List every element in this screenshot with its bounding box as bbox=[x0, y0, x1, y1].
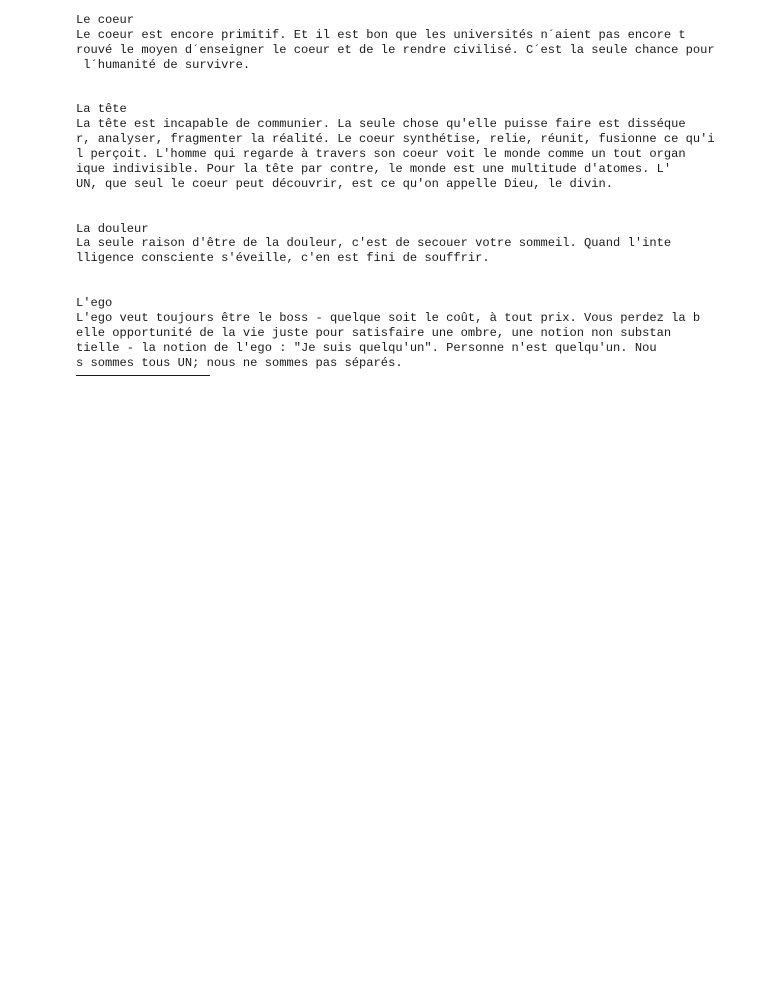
section-la-tete bbox=[76, 102, 756, 191]
section-gap bbox=[76, 73, 756, 103]
body-line: elle opportunité de la vie juste pour satisfaire une ombre, une notion non substan bbox=[76, 325, 672, 340]
section-le-coeur bbox=[76, 13, 756, 73]
section-la-douleur bbox=[76, 222, 756, 267]
body-line: tielle - la notion de l'ego : "Je suis quelqu'un". Personne n'est quelqu'un. Nou bbox=[76, 340, 657, 355]
body-line: La seule raison d'être de la douleur, c'est de secouer votre sommeil. Quand l'inte bbox=[76, 236, 672, 251]
body-line: rouvé le moyen d´enseigner le coeur et de le rendre civilisé. C´est la seule chance pour bbox=[76, 42, 715, 57]
section-title: La tête bbox=[76, 102, 127, 117]
body-line: l perçoit. L'homme qui regarde à travers son coeur voit le monde comme un tout organ bbox=[76, 147, 686, 162]
body-line: ique indivisible. Pour la tête par contre, le monde est une multitude d'atomes. L' bbox=[76, 161, 672, 176]
document-page bbox=[76, 13, 756, 376]
body-line: s sommes tous UN; nous ne sommes pas séparés. bbox=[76, 355, 403, 370]
section-title: L'ego bbox=[76, 295, 113, 310]
section-title: Le coeur bbox=[76, 13, 135, 27]
body-line: Le coeur est encore primitif. Et il est bon que les universités n´aient pas encore t bbox=[76, 27, 686, 42]
section-title: La douleur bbox=[76, 221, 149, 236]
body-line: UN, que seul le coeur peut découvrir, est ce qu'on appelle Dieu, le divin. bbox=[76, 176, 614, 191]
body-line: L'ego veut toujours être le boss - quelque soit le coût, à tout prix. Vous perdez la b bbox=[76, 310, 701, 325]
body-line: lligence consciente s'éveille, c'en est fini de souffrir. bbox=[76, 251, 490, 266]
body-line: l´humanité de survivre. bbox=[76, 57, 251, 72]
body-line: La tête est incapable de communier. La seule chose qu'elle puisse faire est disséque bbox=[76, 117, 686, 132]
body-line: r, analyser, fragmenter la réalité. Le coeur synthétise, relie, réunit, fusionne ce qu'i bbox=[76, 132, 715, 147]
end-separator-rule bbox=[76, 375, 210, 376]
section-l-ego bbox=[76, 296, 756, 370]
section-gap bbox=[76, 192, 756, 222]
section-gap bbox=[76, 266, 756, 296]
